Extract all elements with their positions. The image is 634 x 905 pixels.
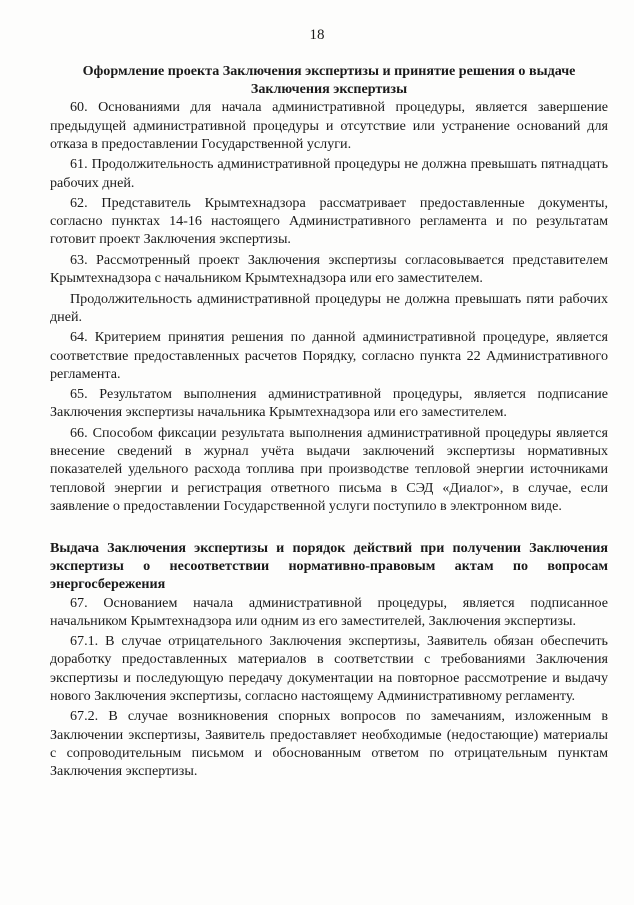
paragraph-61: 61. Продолжительность административной процедуры не должна превышать пятнадцать рабочих дней. bbox=[50, 156, 608, 191]
page-number: 18 bbox=[309, 27, 325, 43]
document-body bbox=[50, 62, 608, 780]
paragraph-67-2: 67.2. В случае возникновения спорных вопросов по замечаниям, изложенным в Заключении экспертизы, Заявитель предоставляет необходимые (недостающие) материалы с сопроводительным письмом и обоснованным ответом по отрицательным пунктам Заключения экспертизы. bbox=[50, 708, 608, 779]
paragraph-63: 63. Рассмотренный проект Заключения экспертизы согласовывается представителем Крымтехнадзора с начальником Крымтехнадзора или его заместителем. bbox=[50, 251, 608, 287]
section-heading-2: Выдача Заключения экспертизы и порядок действий при получении Заключения экспертизы о несоответствии нормативно-правовым актам по вопросам энергосбережения bbox=[50, 539, 608, 593]
paragraph-67: 67. Основанием начала административной процедуры, является подписанное начальником Крымтехнадзора или одним из его заместителей, Заключения экспертизы. bbox=[50, 594, 608, 629]
paragraph-60: 60. Основаниями для начала административной процедуры, является завершение предыдущей административной процедуры и отсутствие или устранение оснований для отказа в предоставлении Государственной услуги. bbox=[50, 99, 608, 152]
paragraph-67-1: 67.1. В случае отрицательного Заключения экспертизы, Заявитель обязан обеспечить доработку предоставленных материалов в соответствии с требованиями Заключения экспертизы и последующую передачу документации на повторное рассмотрение и выдачу нового Заключения экспертизы, согласно настоящему Административному регламенту. bbox=[50, 633, 608, 704]
paragraph-63-duration: Продолжительность административной процедуры не должна превышать пяти рабочих дней. bbox=[50, 290, 608, 325]
paragraph-66: 66. Способом фиксации результата выполнения административной процедуры является внесение сведений в журнал учёта выдачи заключений экспертизы нормативных показателей удельного расхода топлива при производстве тепловой энергии источниками тепловой энергии и регистрация ответного письма в СЭД «Диалог», в случае, если заявление о предоставлении Государственной услуги поступило в электронном виде. bbox=[50, 424, 608, 514]
section-heading-1: Оформление проекта Заключения экспертизы и принятие решения о выдаче Заключения экспертизы bbox=[82, 63, 576, 98]
paragraph-65: 65. Результатом выполнения административной процедуры, является подписание Заключения экспертизы начальника Крымтехнадзора или его заместителем. bbox=[50, 386, 608, 421]
section-spacer bbox=[50, 515, 608, 539]
paragraph-64: 64. Критерием принятия решения по данной административной процедуре, является соответствие предоставленных расчетов Порядку, согласно пункта 22 Административного регламента. bbox=[50, 329, 608, 382]
paragraph-62: 62. Представитель Крымтехнадзора рассматривает предоставленные документы, согласно пунктах 14-16 настоящего Административного регламента и по результатам готовит проект Заключения экспертизы. bbox=[50, 195, 608, 248]
